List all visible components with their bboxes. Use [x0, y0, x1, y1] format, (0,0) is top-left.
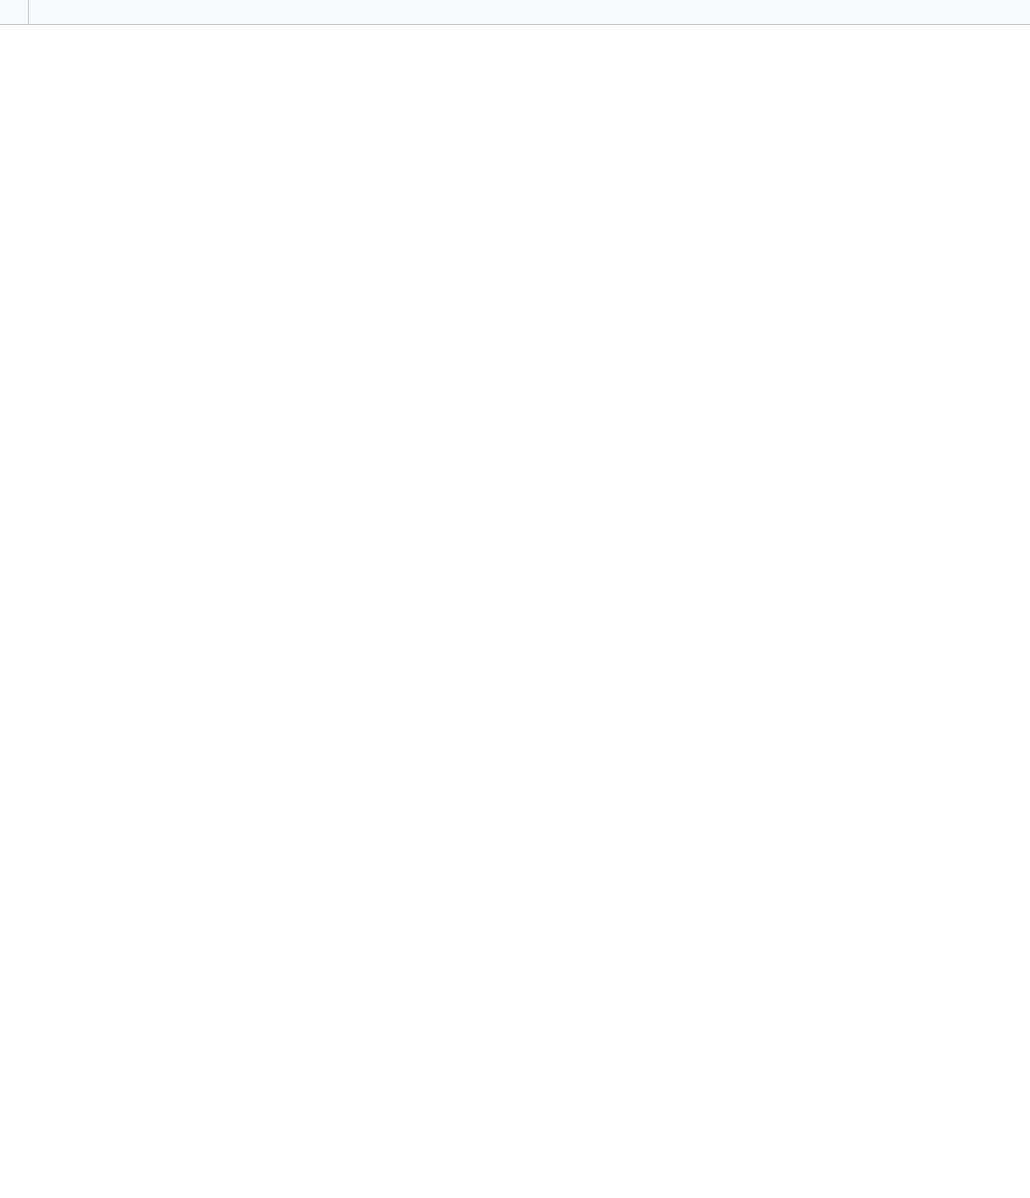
select-all-corner[interactable] [0, 0, 29, 24]
column-header-a[interactable] [30, 0, 612, 24]
column-header-b[interactable] [613, 0, 813, 24]
column-header-c[interactable] [814, 0, 1030, 24]
column-header-row [0, 0, 1030, 25]
